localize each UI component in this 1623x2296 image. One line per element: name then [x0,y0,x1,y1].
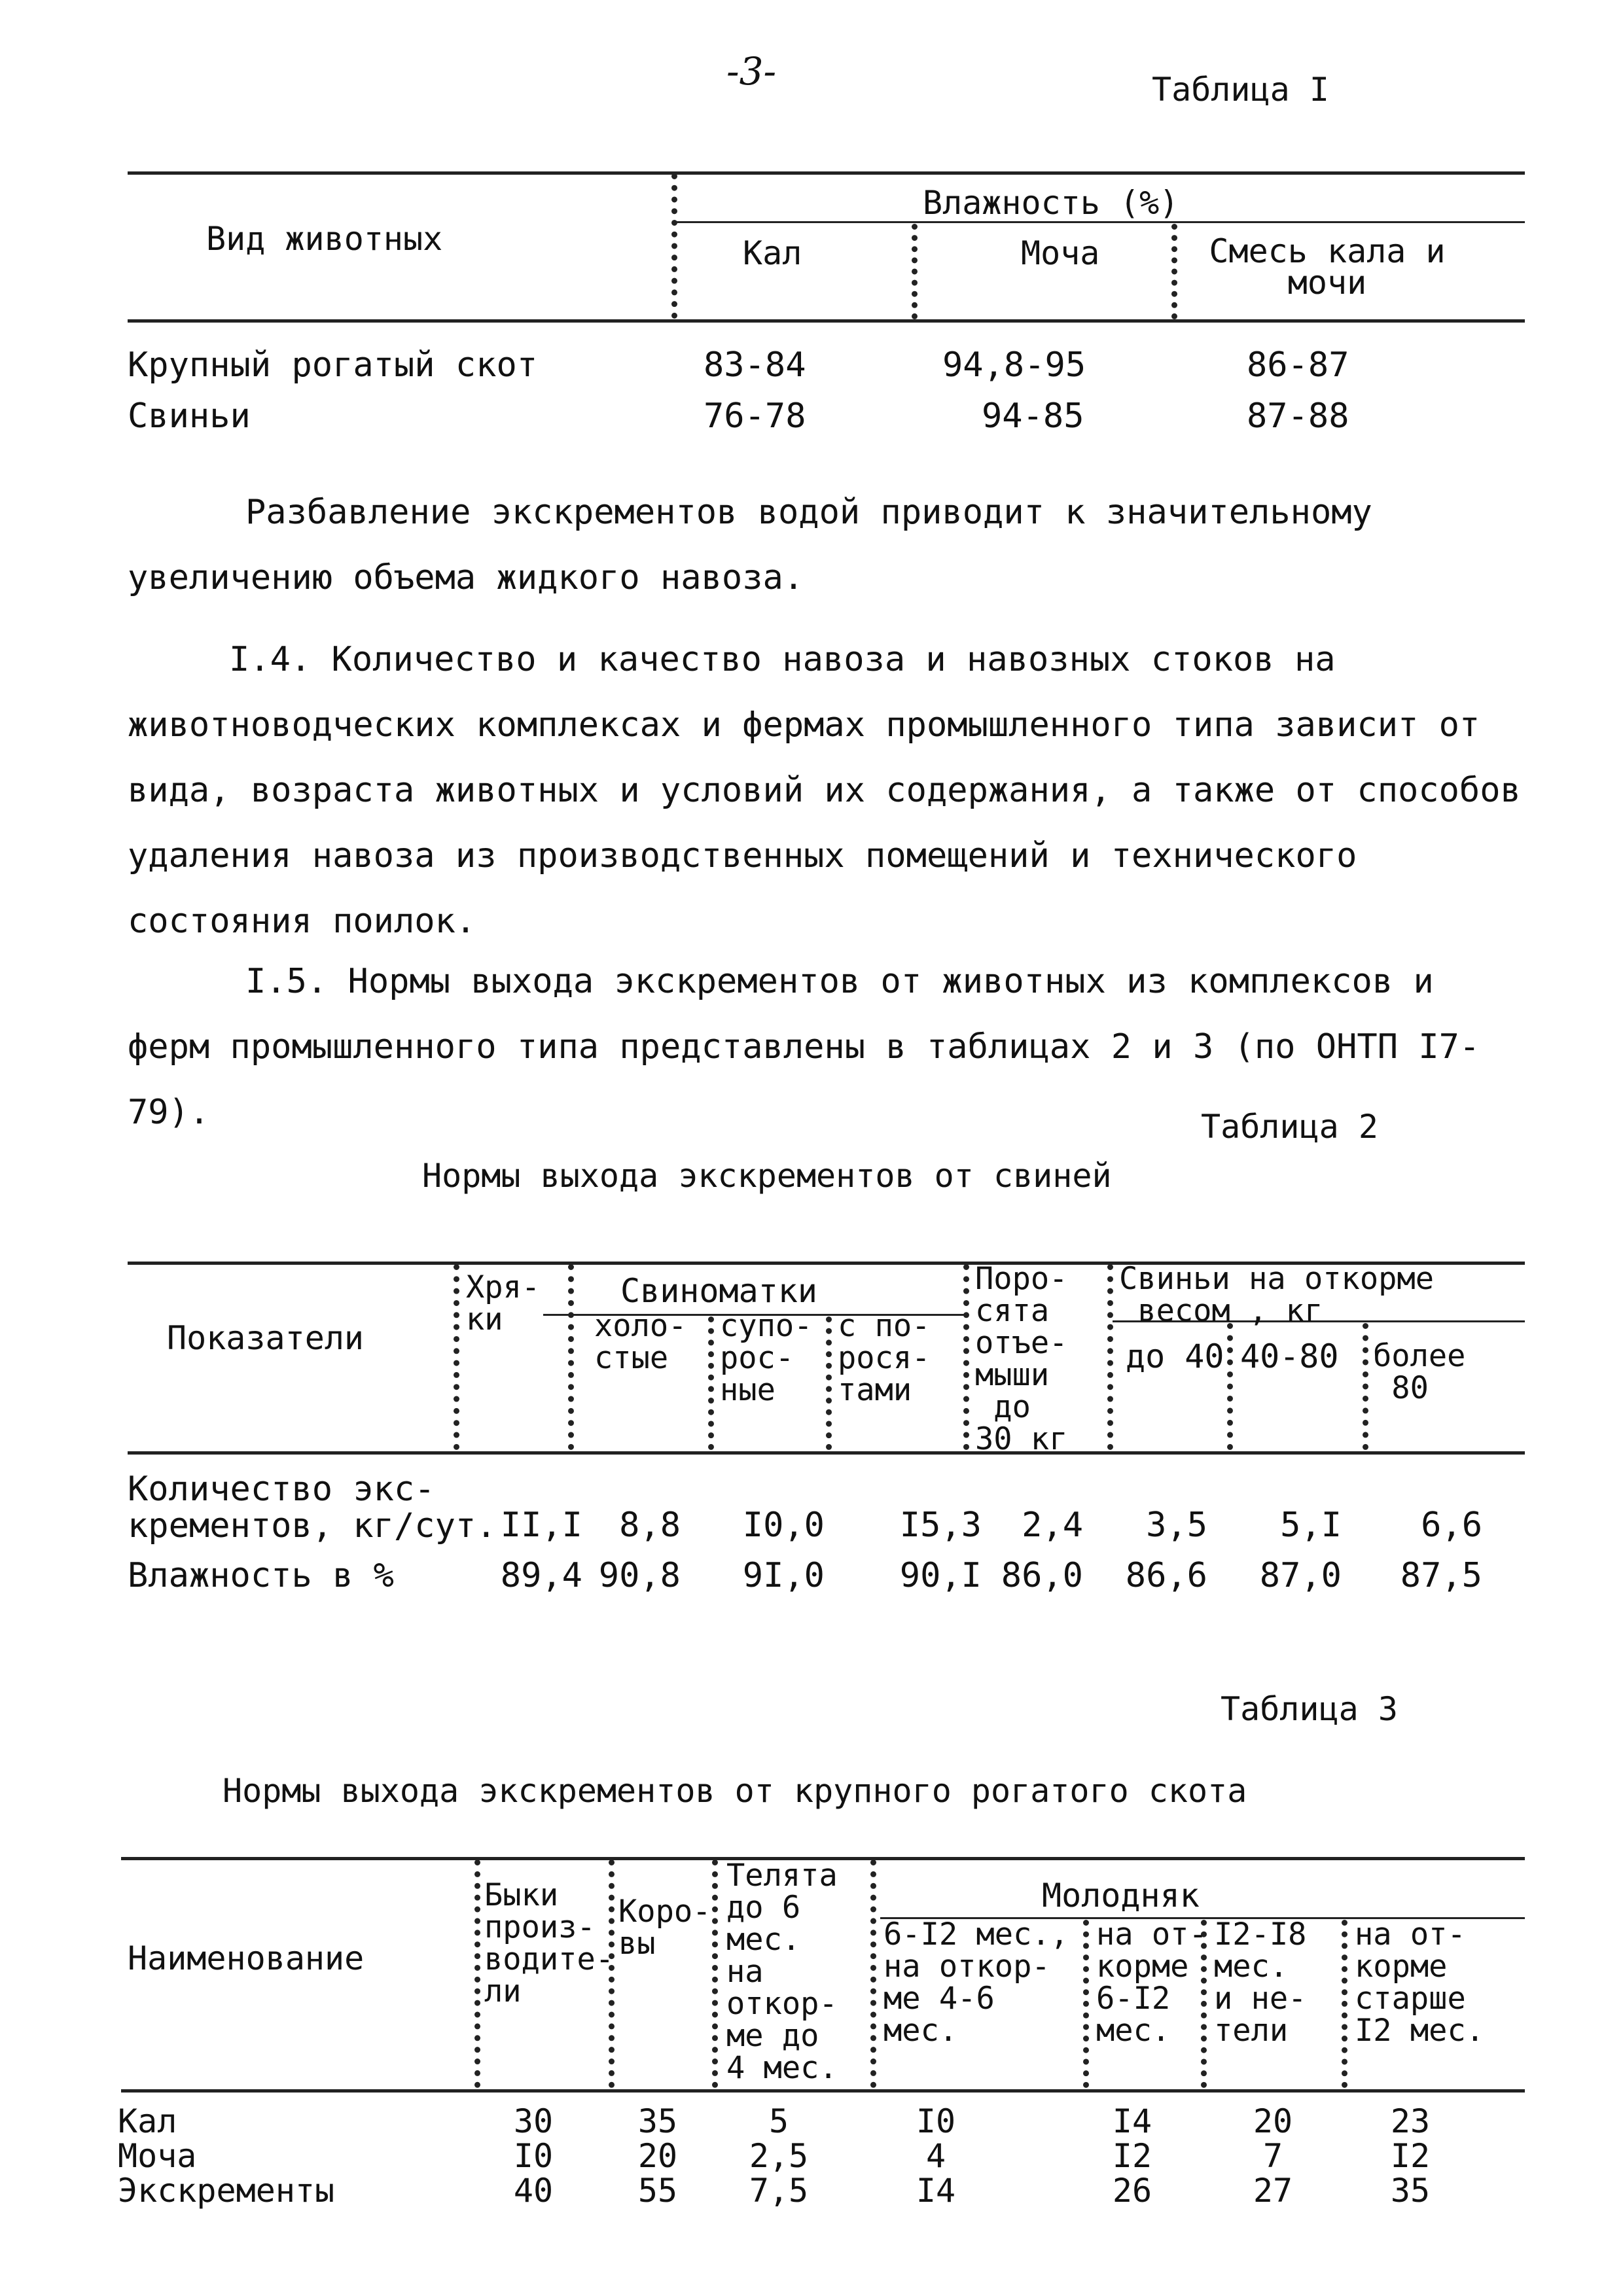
table1-header-urine: Моча [1021,234,1100,272]
table1-header-rule [128,319,1525,323]
table2-header-fattening: Свиньи на откорме весом , кг [1119,1261,1435,1329]
table3-header-young-2: на от- корме 6-I2 мес. [1096,1916,1207,2049]
table2-header-rule [128,1451,1525,1455]
table2-cell: 86,6 [1125,1556,1207,1595]
table3-col-divider [1083,1920,1089,2088]
table3-row-name: Кал [118,2102,177,2140]
table2-caption: Таблица 2 [1201,1108,1378,1146]
table2-cell: 87,0 [1259,1556,1342,1595]
table2-header-weight-2: 40-80 [1240,1337,1339,1375]
table3-cell: 40 [513,2172,554,2210]
table2-row-name: Количество экс- крементов, кг/сут. [128,1470,497,1545]
table1-header-feces: Кал [743,234,802,272]
paragraph-1-5: I.5. Нормы выхода экскрементов от животных из комплексов и ферм промышленного типа представлены в таблицах 2 и 3 (по ОНТП I7-79). [128,962,1480,1132]
table2-col-divider [1227,1323,1233,1450]
table2-header-weight-3: более 80 [1373,1338,1466,1406]
table3-cell: I4 [1112,2102,1152,2140]
table2-cell: I0,0 [742,1506,825,1545]
table3-caption: Таблица 3 [1221,1690,1398,1728]
table1-row-name: Крупный рогатый скот [128,345,538,385]
paragraph-1-4: I.4. Количество и качество навоза и навозных стоков на животноводческих комплексах и фермах промышленного типа зависит от вида, возраста животных и условий их содержания, а также от способов удаления навоза из производственных помещений и технического состояния поилок. [128,640,1521,941]
table1-col-divider [671,173,677,319]
table2-col-divider [826,1316,832,1450]
table1-col-divider [912,224,918,319]
table2-header-sows-with-piglets: с по- рося- тами [838,1308,931,1408]
table2-header-boars: Хря- ки [466,1269,541,1337]
table3-header-calves: Телята до 6 мес. на откор- ме до 4 мес. [726,1858,838,2086]
table1-caption: Таблица I [1152,71,1329,109]
table3-cell: 27 [1253,2172,1293,2210]
table3-header-name: Наименование [128,1939,365,1977]
table3-cell: 4 [925,2137,946,2175]
table1-top-rule [128,171,1525,175]
table1-header-species: Вид животных [206,220,443,258]
table1-row-name: Свиньи [128,397,251,436]
table3-header-bulls: Быки произ- водите- ли [484,1877,615,2009]
table3-cell: 20 [637,2137,678,2175]
table2-header-sows-idle: холо- стые [594,1308,687,1376]
table2-header-piglets: Поро- сята отъе- мыши до 30 кг [975,1261,1068,1457]
table3-header-young-3: I2-I8 мес. и не- тели [1214,1916,1307,2049]
table3-header-young-4: на от- корме старше I2 мес. [1355,1916,1485,2049]
table3-cell: 55 [637,2172,678,2210]
table2-col-divider [454,1264,459,1450]
table3-header-cows: Коро- вы [618,1894,711,1962]
table2-cell: II,I [500,1506,582,1545]
table3-header-rule [121,2089,1525,2093]
table2-header-weight-1: до 40 [1126,1337,1224,1375]
table3-cell: I0 [916,2102,956,2140]
table1-cell: 83-84 [704,345,806,385]
paragraph-dilution: Разбавление экскрементов водой приводит к значительному увеличению объема жидкого навоза. [128,493,1372,597]
table3-cell: I2 [1112,2137,1152,2175]
table1-cell: 76-78 [704,397,806,436]
table1-cell: 94-85 [982,397,1084,436]
table3-cell: 7 [1262,2137,1283,2175]
table2-cell: 86,0 [1001,1556,1083,1595]
table3-col-divider [1342,1920,1347,2088]
table2-cell: 6,6 [1421,1506,1482,1545]
table1-col-divider [1171,224,1177,319]
table3-row-name: Экскременты [118,2172,335,2210]
table3-cell: 23 [1390,2102,1431,2140]
table3-title: Нормы выхода экскрементов от крупного рогатого скота [223,1772,1247,1810]
table2-cell: 3,5 [1146,1506,1207,1545]
table3-cell: I4 [916,2172,956,2210]
table2-cell: 2,4 [1022,1506,1083,1545]
table2-cell: I5,3 [899,1506,982,1545]
table3-header-young-1: 6-I2 мес., на откор- ме 4-6 мес. [883,1916,1069,2049]
table1-cell: 94,8-95 [942,345,1086,385]
table2-cell: 9I,0 [742,1556,825,1595]
table2-row-name: Влажность в % [128,1556,394,1595]
table2-col-divider [1107,1264,1113,1450]
table2-header-sows-pregnant: супо- рос- ные [720,1308,813,1408]
table3-header-young: Молодняк [1042,1877,1200,1915]
table3-cell: 7,5 [749,2172,809,2210]
table1-cell: 87-88 [1247,397,1349,436]
table2-title: Нормы выхода экскрементов от свиней [422,1157,1112,1195]
table3-cell: 2,5 [749,2137,809,2175]
table2-col-divider [1363,1323,1368,1450]
table3-cell: 20 [1253,2102,1293,2140]
table2-cell: 90,8 [598,1556,681,1595]
table3-cell: I2 [1390,2137,1431,2175]
table2-col-divider [568,1264,574,1450]
table3-cell: I0 [513,2137,554,2175]
page-number: -3- [726,49,777,94]
table2-cell: 5,I [1280,1506,1342,1545]
table3-cell: 35 [637,2102,678,2140]
table3-col-divider [712,1860,718,2088]
table1-header-humidity: Влажность (%) [923,184,1179,222]
table3-cell: 30 [513,2102,554,2140]
table2-col-divider [963,1264,969,1450]
table2-cell: 87,5 [1400,1556,1482,1595]
table3-col-divider [474,1860,480,2088]
table3-row-name: Моча [118,2137,197,2175]
table2-cell: 89,4 [500,1556,582,1595]
table2-col-divider [708,1316,714,1450]
table3-cell: 35 [1390,2172,1431,2210]
table2-header-indicators: Показатели [167,1319,365,1357]
table1-cell: 86-87 [1247,345,1349,385]
table2-cell: 8,8 [619,1506,681,1545]
table3-col-divider [870,1860,876,2088]
table2-header-sows: Свиноматки [620,1272,818,1310]
table3-cell: 26 [1112,2172,1152,2210]
table1-header-mix: Смесь кала и мочи [1209,232,1446,302]
table3-cell: 5 [768,2102,789,2140]
table2-cell: 90,I [899,1556,982,1595]
